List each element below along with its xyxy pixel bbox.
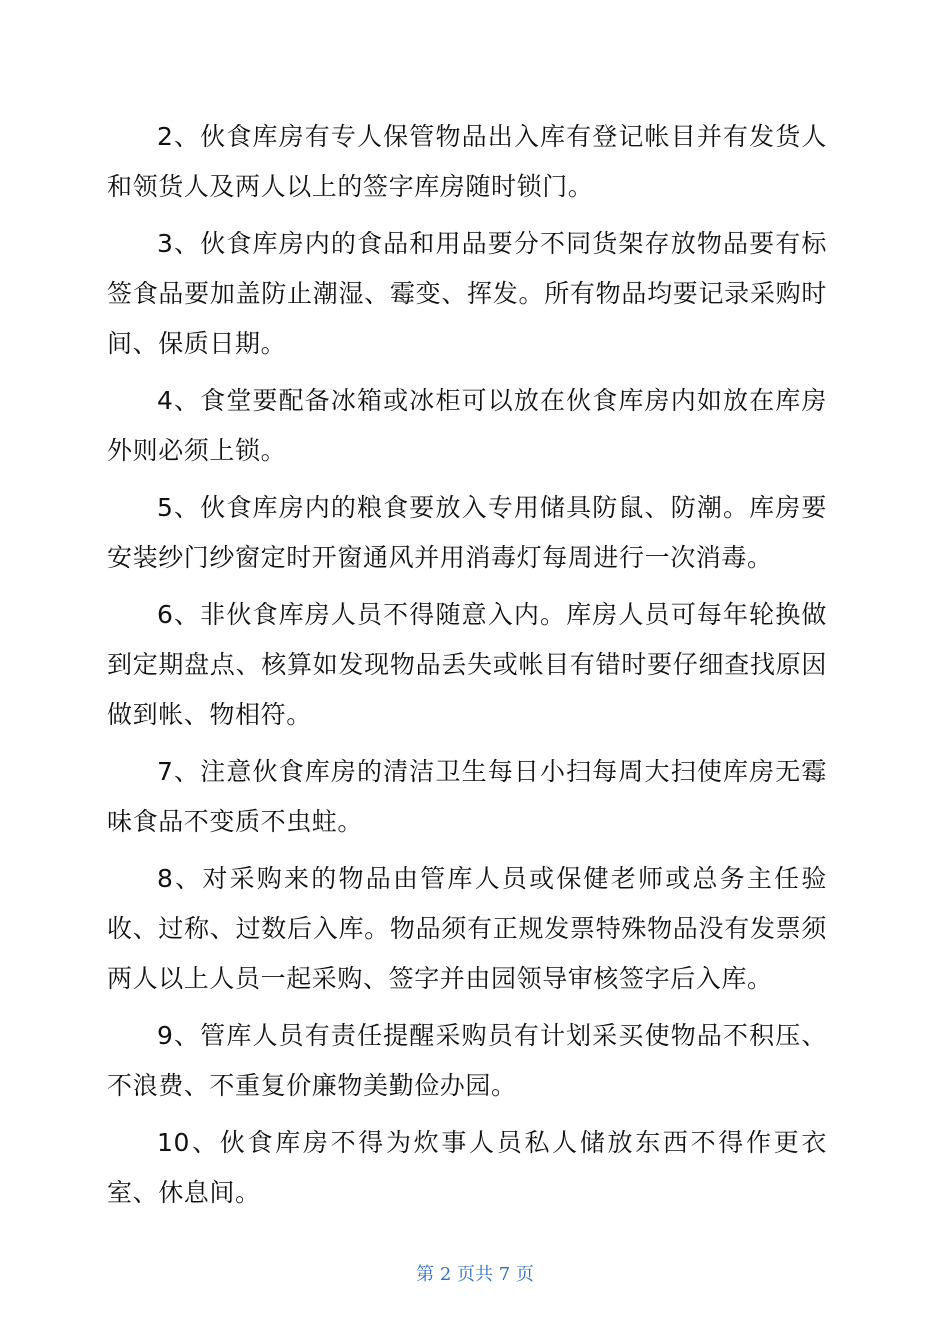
paragraph-rule-7: 7、注意伙食库房的清洁卫生每日小扫每周大扫使库房无霉味食品不变质不虫蛀。: [107, 757, 827, 836]
document-body: [107, 112, 827, 1225]
paragraph-rule-2: 2、伙食库房有专人保管物品出入库有登记帐目并有发货人和领货人及两人以上的签字库房随时锁门。: [107, 122, 827, 201]
page-number-footer: 第 2 页共 7 页: [416, 1264, 534, 1285]
paragraph-rule-3: 3、伙食库房内的食品和用品要分不同货架存放物品要有标签食品要加盖防止潮湿、霉变、挥发。所有物品均要记录采购时间、保质日期。: [107, 229, 827, 358]
paragraph-rule-8: 8、对采购来的物品由管库人员或保健老师或总务主任验收、过称、过数后入库。物品须有正规发票特殊物品没有发票须两人以上人员一起采购、签字并由园领导审核签字后入库。: [107, 864, 827, 993]
paragraph-rule-10: 10、伙食库房不得为炊事人员私人储放东西不得作更衣室、休息间。: [107, 1128, 827, 1207]
paragraph-rule-4: 4、食堂要配备冰箱或冰柜可以放在伙食库房内如放在库房外则必须上锁。: [107, 386, 827, 465]
paragraph-rule-5: 5、伙食库房内的粮食要放入专用储具防鼠、防潮。库房要安装纱门纱窗定时开窗通风并用消毒灯每周进行一次消毒。: [107, 493, 827, 572]
paragraph-rule-6: 6、非伙食库房人员不得随意入内。库房人员可每年轮换做到定期盘点、核算如发现物品丢失或帐目有错时要仔细查找原因做到帐、物相符。: [107, 600, 827, 729]
paragraph-rule-9: 9、管库人员有责任提醒采购员有计划采买使物品不积压、不浪费、不重复价廉物美勤俭办园。: [107, 1021, 827, 1100]
